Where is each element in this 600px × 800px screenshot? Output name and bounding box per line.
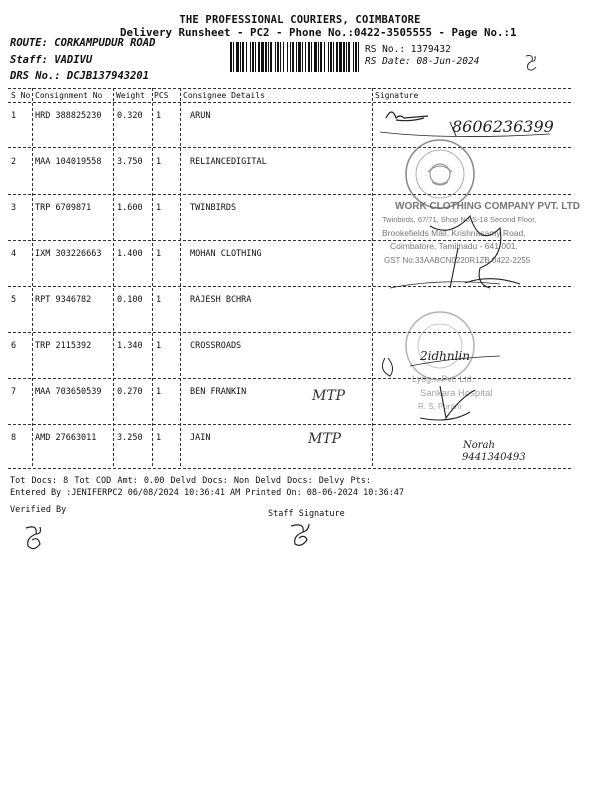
handwritten-mark: MTP [308, 431, 342, 447]
verified-signature-icon [16, 522, 50, 556]
runsheet-title: Delivery Runsheet - PC2 - Phone No.:0422-3505555 - Page No.:1 [120, 26, 517, 39]
company-stamp-icon [382, 201, 580, 265]
row-weight: 3.250 [117, 433, 143, 443]
row-pcs: 1 [156, 157, 162, 167]
row-pcs: 1 [156, 341, 162, 351]
column-rule [180, 88, 181, 466]
row-sno: 8 [11, 433, 17, 443]
signature-column-artwork [300, 88, 590, 478]
row-weight: 1.340 [117, 341, 143, 351]
row-consignee: RAJESH BCHRA [190, 295, 252, 305]
row-consignee: ARUN [190, 111, 211, 121]
row-consignee: TWINBIRDS [190, 203, 237, 213]
row-consignee: JAIN [190, 433, 211, 443]
row-consignment-no: AMD 27663011 [35, 433, 97, 443]
col-header-signature: Signature [375, 91, 419, 100]
initial-mark-icon [520, 52, 542, 74]
rs-date: RS Date: 08-Jun-2024 [365, 56, 480, 67]
column-rule [32, 88, 33, 466]
row-consignee: BEN FRANKIN [190, 387, 247, 397]
col-header-consignee: Consignee Details [183, 91, 265, 100]
row-consignee: MOHAN CLOTHING [190, 249, 262, 259]
stamp-hospital-1: Lyeg... Pvt. Ltd. [412, 374, 475, 384]
row-weight: 1.600 [117, 203, 143, 213]
drs-number: DRS No.: DCJB137943201 [10, 70, 150, 82]
round-stamp-icon [406, 140, 474, 208]
stamp-hospital-3: R. S. Puram [418, 402, 462, 411]
row-sno: 2 [11, 157, 17, 167]
col-header-pcs: PCS [154, 91, 169, 100]
staff-signature-icon [283, 518, 317, 552]
row-pcs: 1 [156, 433, 162, 443]
route-label: ROUTE: CORKAMPUDUR ROAD [10, 37, 156, 49]
row-sno: 7 [11, 387, 17, 397]
handwritten-signature: 2idhnlin [420, 349, 471, 363]
row-sno: 4 [11, 249, 17, 259]
row-pcs: 1 [156, 295, 162, 305]
row-weight: 1.400 [117, 249, 143, 259]
row-consignment-no: TRP 2115392 [35, 341, 92, 351]
company-title: THE PROFESSIONAL COURIERS, COIMBATORE [179, 14, 421, 26]
handwritten-phone: 9441340493 [462, 452, 526, 463]
row-sno: 3 [11, 203, 17, 213]
row-pcs: 1 [156, 203, 162, 213]
rs-number: RS No.: 1379432 [365, 44, 451, 55]
entered-printed-line: Entered By :JENIFERPC2 06/08/2024 10:36:41 AM Printed On: 08-06-2024 10:36:47 [10, 488, 405, 498]
row-sno: 6 [11, 341, 17, 351]
row-consignment-no: MAA 104019558 [35, 157, 102, 167]
verified-by-label: Verified By [10, 505, 67, 515]
staff-signature-label: Staff Signature [268, 509, 345, 519]
stamp-gst: GST No:33AABCN0220R1ZB 0422-2255 [384, 256, 531, 265]
row-weight: 0.100 [117, 295, 143, 305]
handwritten-phone: 8606236399 [452, 117, 554, 136]
handwritten-name: Norah [463, 440, 495, 451]
row-pcs: 1 [156, 111, 162, 121]
barcode-icon [230, 42, 360, 72]
stamp-address-1: Twinbirds, 67/71, Shop No:S-18 Second Floor, [382, 215, 537, 224]
row-consignment-no: IXM 303226663 [35, 249, 102, 259]
stamp-address-3: Coimbatore, Tamilnadu - 641 001. [390, 241, 518, 251]
totals-summary: Tot Docs: 8 Tot COD Amt: 0.00 Delvd Docs: Non Delvd Docs: Delvy Pts: [10, 476, 371, 486]
col-header-weight: Weight [116, 91, 145, 100]
column-rule [152, 88, 153, 466]
row-consignee: RELIANCEDIGITAL [190, 157, 267, 167]
row-consignment-no: MAA 703650539 [35, 387, 102, 397]
row-weight: 0.320 [117, 111, 143, 121]
row-weight: 0.270 [117, 387, 143, 397]
col-header-consignment: Consignment No [35, 91, 103, 100]
column-rule [113, 88, 114, 466]
row-consignment-no: RPT 9346782 [35, 295, 92, 305]
row-pcs: 1 [156, 387, 162, 397]
row-consignment-no: HRD 388825230 [35, 111, 102, 121]
col-header-sno: S No [11, 91, 31, 100]
signature-scrawl-icon [386, 112, 428, 121]
row-consignee: CROSSROADS [190, 341, 242, 351]
row-consignment-no: TRP 6709871 [35, 203, 92, 213]
row-weight: 3.750 [117, 157, 143, 167]
row-sno: 5 [11, 295, 17, 305]
stamp-company-name: WORK CLOTHING COMPANY PVT. LTD [395, 201, 580, 212]
staff-label: Staff: VADIVU [10, 54, 93, 66]
handwritten-mark: MTP [312, 388, 346, 404]
stamp-address-2: Brookefields Mall, Krishnasamy Road, [382, 228, 526, 238]
stamp-hospital-2: Sankara Hospital [420, 388, 493, 399]
row-sno: 1 [11, 111, 17, 121]
row-pcs: 1 [156, 249, 162, 259]
